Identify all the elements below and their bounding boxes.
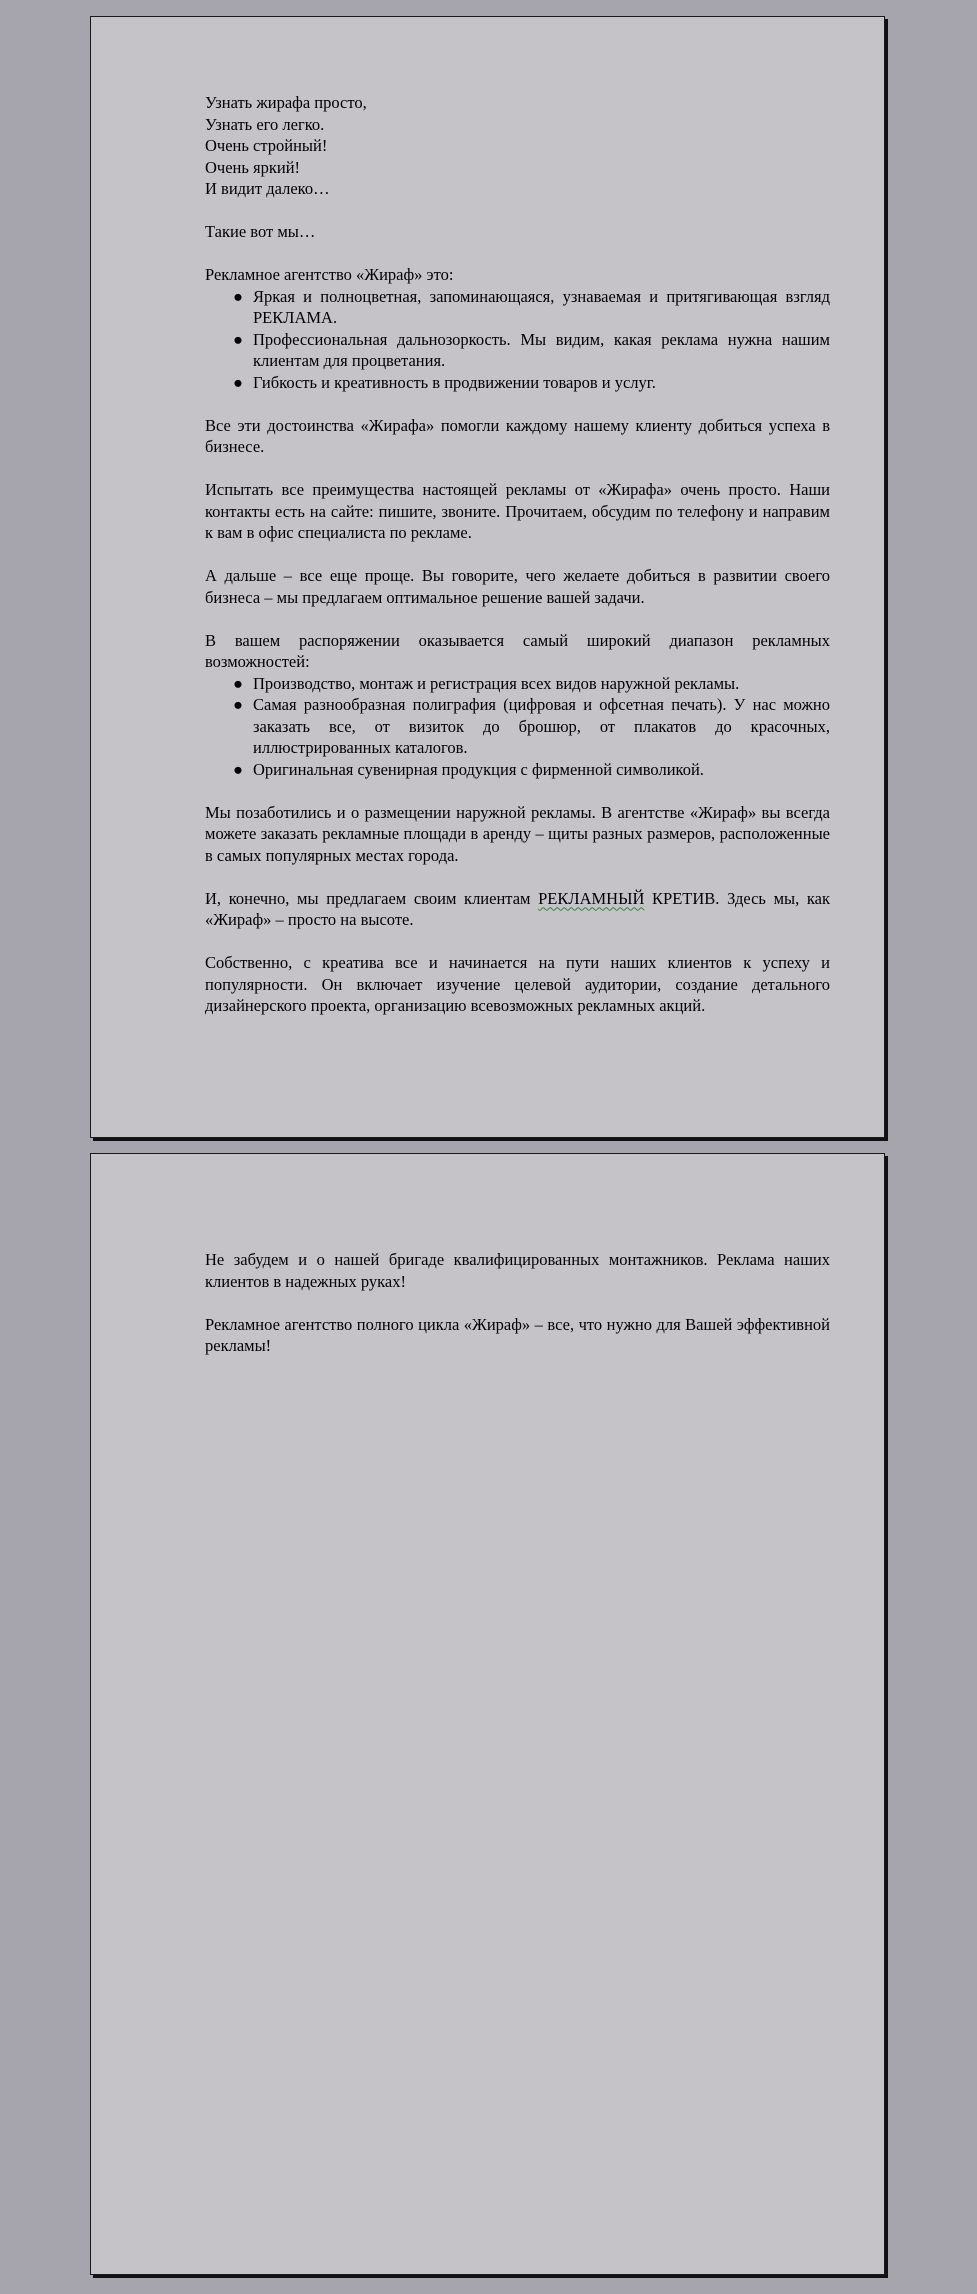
list-item	[205, 372, 830, 394]
services-list	[205, 673, 830, 781]
paragraph-creative-start: И, конечно, мы предлагаем своим клиентам	[205, 888, 539, 908]
paragraph-installers: Не забудем и о нашей бригаде квалифицированных монтажников. Реклама наших клиентов в надежных руках!	[205, 1250, 830, 1291]
paragraph-contacts: Испытать все преимущества настоящей рекламы от «Жирафа» очень просто. Наши контакты есть на сайте: пишите, звоните. Прочитаем, обсудим по телефону и направим к вам в офис специалиста по рекламе.	[205, 480, 830, 542]
bullet-icon: ●	[233, 673, 243, 693]
paragraph-closing: Рекламное агентство полного цикла «Жираф» – все, что нужно для Вашей эффективной рекламы!	[205, 1314, 830, 1355]
document-page-1	[90, 16, 885, 1138]
list-item	[205, 329, 830, 372]
bullet-icon: ●	[233, 372, 243, 392]
list-item	[205, 759, 830, 781]
poem-line: Узнать его легко.	[205, 114, 325, 134]
list-item	[205, 673, 830, 695]
poem-line: Очень стройный!	[205, 136, 328, 155]
paragraph-creative-end: КРЕТИВ. Здесь мы, как «Жираф» – просто на высоте.	[205, 888, 830, 929]
list-item-text: Самая разнообразная полиграфия (цифровая и офсетная печать). У нас можно заказать все, от визиток до брошюр, от плакатов до красочных, иллюстрированных каталогов.	[253, 695, 830, 757]
page-1-text	[205, 92, 830, 1017]
list-item	[205, 286, 830, 329]
paragraph-advantages: Все эти достоинства «Жирафа» помогли каждому нашему клиенту добиться успеха в бизнесе.	[205, 415, 830, 456]
document-page-2	[90, 1153, 885, 2275]
poem-line: И видит далеко…	[205, 179, 330, 198]
bullet-icon: ●	[233, 695, 243, 714]
bullet-icon: ●	[233, 286, 243, 306]
list-item-text: Гибкость и креативность в продвижении товаров и услуг.	[253, 372, 656, 392]
poem-line: Очень яркий!	[205, 157, 301, 177]
bullet-icon: ●	[233, 759, 243, 779]
features-list	[205, 286, 830, 394]
poem	[205, 92, 830, 200]
tagline: Такие вот мы…	[205, 222, 316, 241]
bullet-icon: ●	[233, 329, 243, 349]
list-item-text: Яркая и полноцветная, запоминающаяся, узнаваемая и притягивающая взгляд РЕКЛАМА.	[253, 286, 830, 327]
list-item	[205, 694, 830, 759]
poem-line: Узнать жирафа просто,	[205, 93, 367, 112]
page-2-text	[205, 1249, 830, 1357]
services-intro: В вашем распоряжении оказывается самый широкий диапазон рекламных возможностей:	[205, 630, 830, 671]
list-item-text: Профессиональная дальнозоркость. Мы видим, какая реклама нужна нашим клиентам для процветания.	[253, 329, 830, 370]
paragraph-further: А дальше – все еще проще. Вы говорите, чего желаете добиться в развитии своего бизнеса – мы предлагаем оптимальное решение вашей задачи.	[205, 566, 830, 607]
list-item-text: Оригинальная сувенирная продукция с фирменной символикой.	[253, 759, 704, 779]
paragraph-outdoor: Мы позаботились и о размещении наружной рекламы. В агентстве «Жираф» вы всегда можете заказать рекламные площади в аренду – щиты разных размеров, расположенные в самых популярных местах города.	[205, 802, 830, 865]
paragraph-final: Собственно, с креатива все и начинается на пути наших клиентов к успеху и популярности. Он включает изучение целевой аудитории, создание детального дизайнерского проекта, организацию всевозможных рекламных акций.	[205, 953, 830, 1015]
list-item-text: Производство, монтаж и регистрация всех видов наружной рекламы.	[253, 673, 740, 693]
paragraph-creative	[205, 888, 830, 931]
features-intro: Рекламное агентство «Жираф» это:	[205, 265, 454, 284]
spellcheck-flagged-word[interactable]: РЕКЛАМНЫЙ	[538, 888, 645, 908]
